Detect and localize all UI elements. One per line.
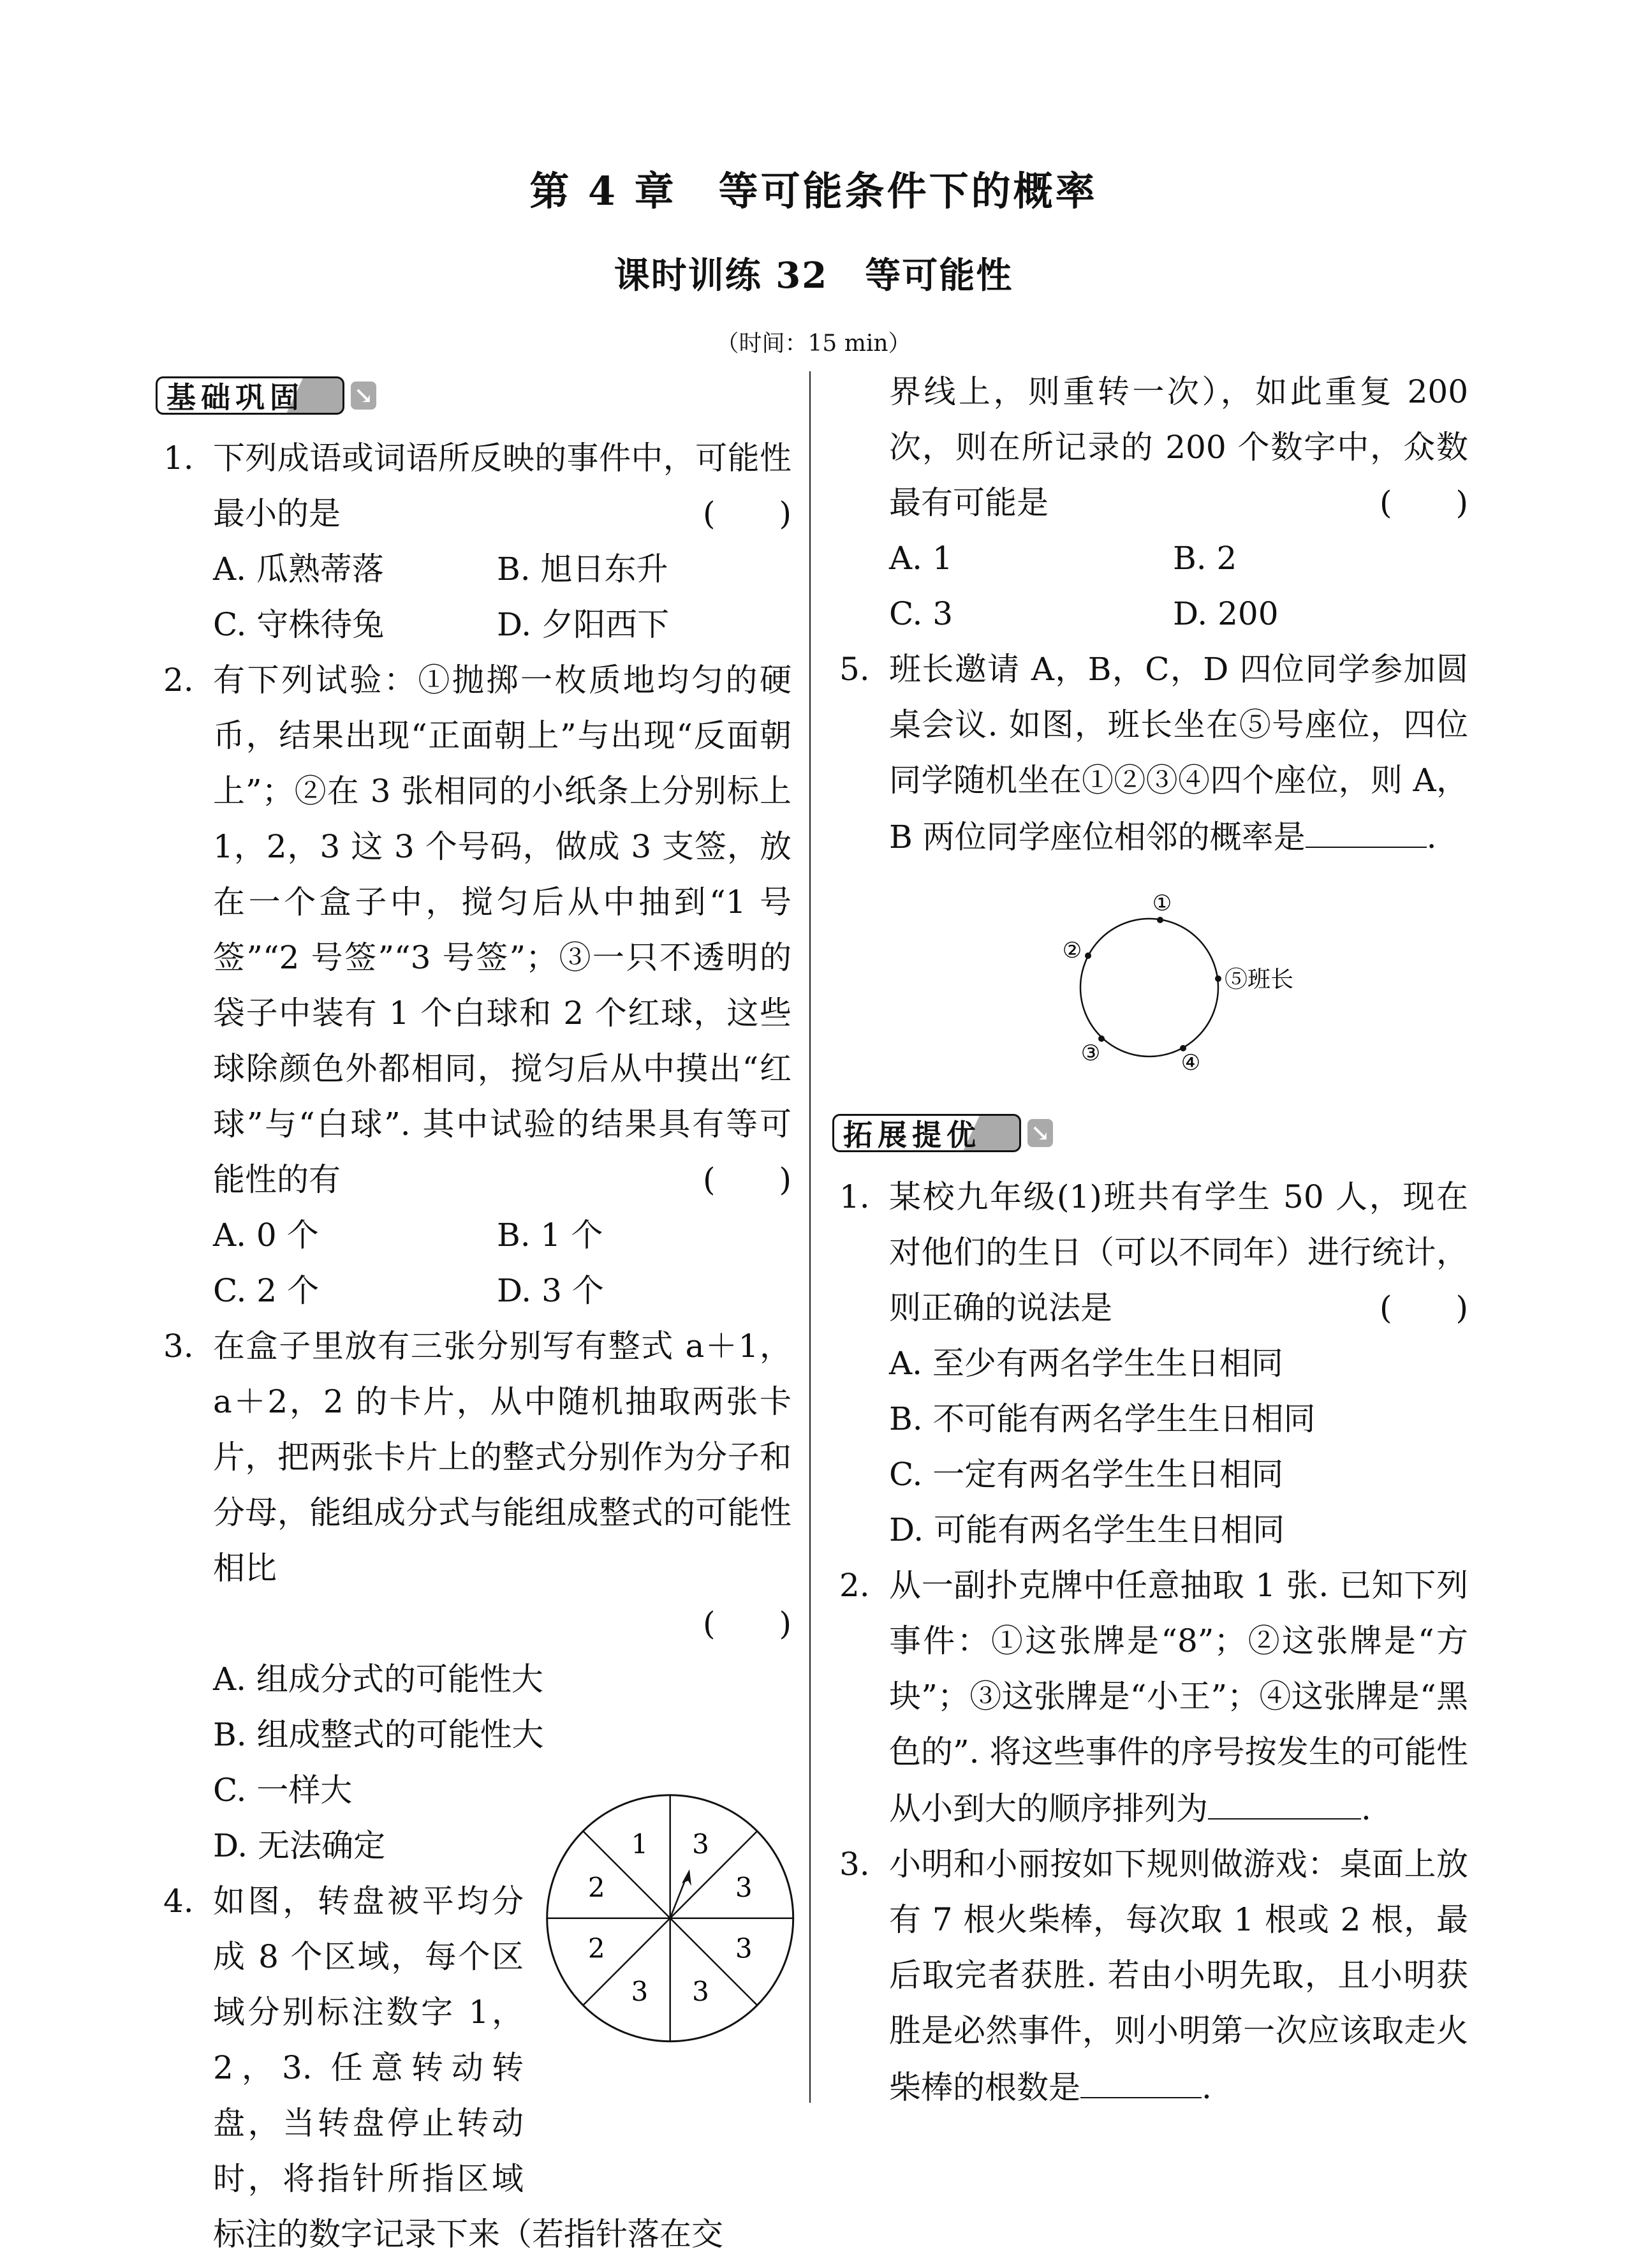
sector-label: 3 <box>735 1871 753 1903</box>
answer-paren[interactable]: ( ) <box>702 495 791 532</box>
time-limit: （时间：15 min） <box>716 330 911 357</box>
answer-paren[interactable]: ( ) <box>702 1605 791 1642</box>
lesson-title: 课时训练 32 等可能性 <box>614 255 1013 297</box>
options <box>889 1336 1468 1558</box>
sector-label: 2 <box>587 1871 605 1903</box>
seat-label-2: ② <box>1062 938 1082 963</box>
right-column-bottom <box>839 1169 1468 2116</box>
option-a[interactable]: A. 瓜熟蒂落 <box>213 551 384 588</box>
sector-label: 1 <box>631 1828 649 1860</box>
right-column-top <box>839 364 1468 865</box>
options <box>213 542 791 653</box>
answer-blank[interactable] <box>1208 1780 1361 1820</box>
question-number: 4. <box>163 1883 194 1920</box>
question-basic-1 <box>163 431 791 653</box>
answer-blank[interactable] <box>1306 808 1427 848</box>
seat-label-3: ③ <box>1080 1041 1101 1066</box>
option-c[interactable]: C. 一样大 <box>213 1772 353 1809</box>
options <box>213 1208 791 1319</box>
arrow-down-right-icon: ↘ <box>1027 1119 1053 1147</box>
sector-label: 3 <box>735 1932 753 1964</box>
answer-blank[interactable] <box>1080 2059 1202 2098</box>
period: . <box>1426 819 1437 856</box>
question-stem: 从一副扑克牌中任意抽取 1 张. 已知下列事件：①这张牌是“8”；②这张牌是“方块”；③这张牌是“小王”；④这张牌是“黑色的”. 将这些事件的序号按发生的可能性从小到大的顺序排列为 <box>889 1567 1468 1827</box>
option-b[interactable]: B. 1 个 <box>497 1217 603 1254</box>
section-title-basic: 基础巩固 <box>166 380 304 415</box>
question-number: 3. <box>163 1328 194 1365</box>
answer-paren[interactable]: ( ) <box>1379 484 1468 521</box>
option-c[interactable]: C. 3 <box>889 595 953 632</box>
option-b[interactable]: B. 旭日东升 <box>497 551 668 588</box>
question-basic-5 <box>839 642 1468 865</box>
option-c[interactable]: C. 一定有两名学生生日相同 <box>889 1456 1284 1493</box>
answer-paren[interactable]: ( ) <box>702 1161 791 1198</box>
question-basic-2 <box>163 653 791 1319</box>
section-title-extend: 拓展提优 <box>843 1118 981 1152</box>
question-number: 1. <box>839 1178 870 1215</box>
question-basic-4-continued <box>839 364 1468 642</box>
spinner-figure <box>523 1774 816 2061</box>
option-d[interactable]: D. 200 <box>1173 595 1279 632</box>
option-b[interactable]: B. 组成整式的可能性大 <box>213 1716 544 1753</box>
chapter-title: 第 4 章 等可能条件下的概率 <box>529 168 1098 214</box>
question-number: 1. <box>163 440 194 477</box>
sector-label: 2 <box>587 1932 605 1964</box>
question-stem: 下列成语或词语所反映的事件中，可能性最小的是 <box>213 440 791 532</box>
option-d[interactable]: D. 3 个 <box>497 1272 604 1309</box>
option-c[interactable]: C. 守株待兔 <box>213 606 385 643</box>
option-a[interactable]: A. 0 个 <box>213 1217 319 1254</box>
question-extend-1 <box>839 1169 1468 1558</box>
question-number: 2. <box>163 662 194 699</box>
seat-dot-1 <box>1157 917 1163 923</box>
period: . <box>1361 1790 1371 1827</box>
question-stem: 某校九年级(1)班共有学生 50 人，现在对他们的生日（可以不同年）进行统计，则正确的说法是 <box>889 1178 1468 1326</box>
options <box>889 531 1468 642</box>
seat-label-4: ④ <box>1181 1050 1201 1076</box>
question-stem: 有下列试验：①抛掷一枚质地均匀的硬币，结果出现“正面朝上”与出现“反面朝上”；②在 3 张相同的小纸条上分别标上 1，2，3 这 3 个号码，做成 3 支签，放在一个盒子中，搅匀后从中抽到“1 号签”“2 号签”“3 号签”；③一只不透明的袋子中装有 1 个白球和 2 个红球，这些球除颜色外都相同，搅匀后从中摸出“红球”与“白球”. 其中试验的结果具有等可能性的有 <box>213 662 791 1198</box>
question-stem: 班长邀请 A，B，C，D 四位同学参加圆桌会议. 如图，班长坐在⑤号座位，四位同学随机坐在①②③④四个座位，则 A，B 两位同学座位相邻的概率是 <box>889 651 1468 856</box>
option-a[interactable]: A. 1 <box>889 540 953 577</box>
option-b[interactable]: B. 2 <box>1173 540 1237 577</box>
section-badge-basic <box>156 377 376 414</box>
option-a[interactable]: A. 组成分式的可能性大 <box>213 1661 543 1698</box>
option-d[interactable]: D. 夕阳西下 <box>497 606 670 643</box>
question-stem: 在盒子里放有三张分别写有整式 a＋1，a＋2，2 的卡片，从中随机抽取两张卡片，把两张卡片上的整式分别作为分子和分母，能组成分式与能组成整式的可能性相比 <box>213 1328 791 1587</box>
question-extend-2 <box>839 1558 1468 1837</box>
seat-label-5: ⑤班长 <box>1225 967 1294 993</box>
sector-label: 3 <box>692 1976 709 2008</box>
seat-dot-2 <box>1085 952 1091 959</box>
option-b[interactable]: B. 不可能有两名学生生日相同 <box>889 1400 1316 1437</box>
sector-label: 3 <box>692 1828 709 1860</box>
question-number: 3. <box>839 1846 870 1883</box>
question-number: 2. <box>839 1567 870 1604</box>
option-d[interactable]: D. 无法确定 <box>213 1827 386 1864</box>
seat-label-1: ① <box>1152 891 1172 916</box>
option-c[interactable]: C. 2 个 <box>213 1272 319 1309</box>
section-badge-extend <box>832 1115 1053 1152</box>
question-extend-3 <box>839 1837 1468 2116</box>
sector-label: 3 <box>631 1976 649 2008</box>
seat-dot-5 <box>1215 975 1221 982</box>
question-stem-continued: 界线上，则重转一次），如此重复 200 次，则在所记录的 200 个数字中，众数最有可能是 <box>889 373 1468 521</box>
arrow-down-right-icon: ↘ <box>351 382 376 410</box>
question-stem: 如图，转盘被平均分成 8 个区域，每个区域分别标注数字 1，2，3. 任意转动转盘，当转盘停止转动时，将指针所指区域标注的数字记录下来（若指针落在交 <box>213 1883 723 2253</box>
answer-paren[interactable]: ( ) <box>1379 1289 1468 1326</box>
option-a[interactable]: A. 至少有两名学生生日相同 <box>889 1345 1283 1382</box>
period: . <box>1202 2069 1212 2106</box>
question-number: 5. <box>839 651 870 688</box>
option-d[interactable]: D. 可能有两名学生生日相同 <box>889 1511 1285 1548</box>
pointer-line <box>670 1879 686 1918</box>
question-stem: 小明和小丽按如下规则做游戏：桌面上放有 7 根火柴棒，每次取 1 根或 2 根，最后取完者获胜. 若由小明先取，且小明获胜是必然事件，则小明第一次应该取走火柴棒的根数是 <box>889 1846 1468 2106</box>
round-table-figure <box>1033 874 1320 1078</box>
